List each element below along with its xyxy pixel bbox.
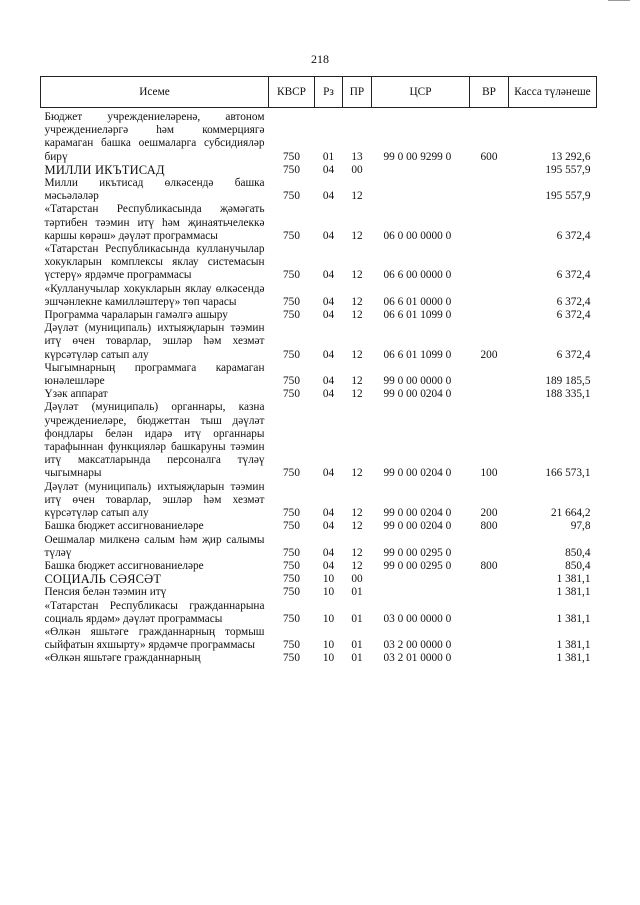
row-rz: 10 bbox=[322, 612, 335, 625]
scan-mark bbox=[608, 0, 630, 5]
row-csr: 99 0 00 0204 0 bbox=[383, 467, 452, 480]
row-pr: 12 bbox=[351, 269, 363, 282]
row-amount: 1 381,1 bbox=[556, 586, 591, 599]
row-pr: 01 bbox=[351, 586, 363, 599]
row-name: Дәүләт (муниципаль) ихтыяҗларын тәэмин итү өчен товарлар, эшләр һәм хезмәт күрсәтүләр сатып алу bbox=[44, 322, 265, 361]
row-vr: 800 bbox=[480, 520, 498, 533]
row-rz: 04 bbox=[322, 388, 335, 401]
row-vr: 800 bbox=[480, 559, 498, 572]
row-amount: 13 292,6 bbox=[550, 150, 591, 163]
row-rz: 04 bbox=[322, 546, 335, 559]
row-kvsr: 750 bbox=[283, 269, 300, 282]
row-name: Дәүләт (муниципаль) ихтыяҗларын тәэмин итү өчен товарлар, эшләр һәм хезмәт күрсәтүләр сатып алу bbox=[44, 480, 265, 520]
row-csr: 99 0 00 9299 0 bbox=[383, 150, 452, 163]
row-rz: 04 bbox=[322, 507, 335, 520]
row-kvsr: 750 bbox=[283, 652, 300, 665]
row-amount: 850,4 bbox=[565, 559, 591, 572]
row-csr: 03 2 01 0000 0 bbox=[383, 652, 452, 665]
row-kvsr: 750 bbox=[283, 309, 300, 322]
row-name: Башка бюджет ассигнованиеләре bbox=[44, 559, 204, 572]
row-kvsr: 750 bbox=[283, 612, 300, 625]
row-csr: 06 6 01 0000 0 bbox=[383, 295, 452, 308]
row-rz: 10 bbox=[322, 586, 335, 599]
row-name: Үзәк аппарат bbox=[44, 388, 108, 401]
row-vr: 200 bbox=[480, 348, 498, 361]
table-row bbox=[41, 600, 597, 626]
table-row bbox=[41, 586, 597, 599]
row-pr: 13 bbox=[351, 150, 363, 163]
row-amount: 6 372,4 bbox=[556, 309, 591, 322]
row-amount: 1 381,1 bbox=[556, 639, 591, 652]
row-csr bbox=[372, 177, 470, 203]
row-rz: 04 bbox=[322, 520, 335, 533]
row-kvsr: 750 bbox=[283, 507, 300, 520]
row-csr: 06 6 01 1099 0 bbox=[383, 348, 452, 361]
row-pr: 12 bbox=[351, 190, 363, 203]
row-kvsr: 750 bbox=[283, 375, 300, 388]
row-kvsr: 750 bbox=[283, 388, 300, 401]
row-rz: 04 bbox=[322, 559, 335, 572]
row-name: МИЛЛИ ИКЪТИСАД bbox=[44, 162, 165, 177]
header-kvsr: КВСР bbox=[269, 77, 315, 108]
header-csr: ЦСР bbox=[372, 77, 470, 108]
row-amount: 188 335,1 bbox=[545, 388, 591, 401]
row-rz: 01 bbox=[322, 150, 335, 163]
row-kvsr: 750 bbox=[283, 573, 300, 586]
header-rz: Рз bbox=[315, 77, 343, 108]
table-row bbox=[41, 481, 597, 521]
table-row bbox=[41, 309, 597, 322]
row-csr: 99 0 00 0204 0 bbox=[383, 388, 452, 401]
row-name: «Татарстан Республикасында җәмәгать тәртибен тәэмин итү һәм җинаятьчелеккә каршы көрәш» дәүләт программасы bbox=[44, 203, 265, 242]
table-row bbox=[41, 108, 597, 164]
row-vr bbox=[470, 388, 509, 401]
row-csr: 06 6 01 1099 0 bbox=[383, 309, 452, 322]
row-pr: 01 bbox=[351, 612, 363, 625]
row-vr bbox=[470, 573, 509, 586]
row-amount: 6 372,4 bbox=[556, 269, 591, 282]
row-amount: 195 557,9 bbox=[545, 190, 591, 203]
row-name: Бюджет учреждениеләренә, автоном учреждениеләргә һәм коммерциягә карамаган башка оешмаларга субсидияләр бирү bbox=[44, 111, 265, 163]
row-amount: 1 381,1 bbox=[556, 652, 591, 665]
table-row bbox=[41, 243, 597, 283]
row-vr bbox=[470, 626, 509, 652]
row-csr bbox=[372, 573, 470, 586]
row-kvsr: 750 bbox=[283, 467, 300, 480]
table-row bbox=[41, 401, 597, 480]
row-amount: 6 372,4 bbox=[556, 295, 591, 308]
row-pr: 12 bbox=[351, 507, 363, 520]
row-name: «Кулланучылар хокукларын яклау өлкәсендә эшчәнлекне камилләштерү» төп чарасы bbox=[44, 282, 265, 308]
section-row bbox=[41, 573, 597, 586]
row-pr: 12 bbox=[351, 309, 363, 322]
row-amount: 6 372,4 bbox=[556, 229, 591, 242]
row-name: Пенсия белән тәэмин итү bbox=[44, 586, 167, 599]
row-amount: 1 381,1 bbox=[556, 573, 591, 586]
row-kvsr: 750 bbox=[283, 559, 300, 572]
row-amount: 189 185,5 bbox=[545, 375, 591, 388]
header-pr: ПР bbox=[343, 77, 372, 108]
page-number: 218 bbox=[311, 52, 329, 66]
row-csr: 06 6 00 0000 0 bbox=[383, 269, 452, 282]
row-csr: 99 0 00 0204 0 bbox=[383, 507, 452, 520]
row-csr bbox=[372, 586, 470, 599]
row-pr: 12 bbox=[351, 295, 363, 308]
row-rz: 10 bbox=[322, 573, 335, 586]
row-name: «Татарстан Республикасында кулланучылар хокукларын комплексы яклау системасын үстерү» ярдәмче программасы bbox=[44, 243, 265, 282]
row-name: Программа чараларын гамәлгә ашыру bbox=[44, 309, 228, 322]
table-row bbox=[41, 203, 597, 243]
table-row bbox=[41, 534, 597, 560]
row-pr: 12 bbox=[351, 467, 363, 480]
table-body bbox=[41, 108, 597, 666]
row-csr: 99 0 00 0295 0 bbox=[383, 559, 452, 572]
table-header-row bbox=[41, 77, 597, 108]
row-kvsr: 750 bbox=[283, 295, 300, 308]
row-amount: 195 557,9 bbox=[545, 163, 591, 176]
row-name: «Өлкән яшьтәге гражданнарның bbox=[44, 652, 201, 665]
row-amount: 850,4 bbox=[565, 546, 591, 559]
header-name: Исеме bbox=[41, 77, 269, 108]
row-vr bbox=[470, 283, 509, 309]
row-name: Чыгымнарның программага карамаган юнәлешләре bbox=[44, 361, 265, 388]
row-kvsr: 750 bbox=[283, 163, 300, 176]
row-csr: 99 0 00 0000 0 bbox=[383, 375, 452, 388]
row-rz: 04 bbox=[322, 309, 335, 322]
row-pr: 12 bbox=[351, 520, 363, 533]
row-rz: 04 bbox=[322, 163, 335, 176]
row-amount: 21 664,2 bbox=[550, 507, 591, 520]
row-vr bbox=[470, 362, 509, 388]
header-vr: ВР bbox=[470, 77, 509, 108]
row-rz: 04 bbox=[322, 375, 335, 388]
row-vr bbox=[470, 309, 509, 322]
row-name: СОЦИАЛЬ СӘЯСӘТ bbox=[44, 572, 162, 587]
table-row bbox=[41, 283, 597, 309]
row-name: Дәүләт (муниципаль) органнары, казна учреждениеләре, бюджеттан тыш дәүләт фондлары белән идарә итү органнары тарафыннан функцияләр башкаруны тәэмин итү максатларында персоналга түләү чыгымнары bbox=[44, 401, 265, 480]
row-kvsr: 750 bbox=[283, 348, 300, 361]
row-rz: 04 bbox=[322, 190, 335, 203]
row-pr: 12 bbox=[351, 546, 363, 559]
row-csr bbox=[372, 164, 470, 177]
row-vr: 600 bbox=[480, 150, 498, 163]
row-csr: 06 0 00 0000 0 bbox=[383, 229, 452, 242]
row-rz: 04 bbox=[322, 467, 335, 480]
row-amount: 97,8 bbox=[570, 520, 591, 533]
row-csr: 03 2 00 0000 0 bbox=[383, 639, 452, 652]
row-vr bbox=[470, 243, 509, 283]
row-pr: 01 bbox=[351, 652, 363, 665]
row-vr bbox=[470, 652, 509, 665]
row-pr: 12 bbox=[351, 375, 363, 388]
row-amount: 166 573,1 bbox=[545, 467, 591, 480]
row-name: Милли икътисад өлкәсендә башка мәсьәләләр bbox=[44, 177, 265, 203]
table-row bbox=[41, 322, 597, 362]
row-name: Башка бюджет ассигнованиеләре bbox=[44, 520, 204, 533]
row-name: «Татарстан Республикасы гражданнарына социаль ярдәм» дәүләт программасы bbox=[44, 599, 265, 625]
table-row bbox=[41, 388, 597, 401]
table-row bbox=[41, 626, 597, 652]
row-kvsr: 750 bbox=[283, 639, 300, 652]
row-csr: 99 0 00 0204 0 bbox=[383, 520, 452, 533]
row-csr: 03 0 00 0000 0 bbox=[383, 612, 452, 625]
row-pr: 00 bbox=[351, 573, 363, 586]
row-kvsr: 750 bbox=[283, 150, 300, 163]
row-pr: 12 bbox=[351, 388, 363, 401]
row-csr: 99 0 00 0295 0 bbox=[383, 546, 452, 559]
table-row bbox=[41, 520, 597, 533]
table-row bbox=[41, 177, 597, 203]
row-kvsr: 750 bbox=[283, 586, 300, 599]
row-vr bbox=[470, 534, 509, 560]
row-kvsr: 750 bbox=[283, 190, 300, 203]
row-vr bbox=[470, 164, 509, 177]
row-vr bbox=[470, 600, 509, 626]
row-pr: 12 bbox=[351, 348, 363, 361]
row-kvsr: 750 bbox=[283, 546, 300, 559]
section-row bbox=[41, 164, 597, 177]
row-kvsr: 750 bbox=[283, 229, 300, 242]
row-amount: 6 372,4 bbox=[556, 348, 591, 361]
row-vr bbox=[470, 203, 509, 243]
row-pr: 12 bbox=[351, 559, 363, 572]
row-amount: 1 381,1 bbox=[556, 612, 591, 625]
row-pr: 00 bbox=[351, 163, 363, 176]
row-vr bbox=[470, 177, 509, 203]
budget-table bbox=[40, 76, 597, 666]
row-rz: 10 bbox=[322, 639, 335, 652]
row-vr bbox=[470, 586, 509, 599]
row-rz: 04 bbox=[322, 269, 335, 282]
row-rz: 04 bbox=[322, 295, 335, 308]
row-rz: 10 bbox=[322, 652, 335, 665]
row-name: «Өлкән яшьтәге гражданнарның тормыш сыйфатын яхшырту» ярдәмче программасы bbox=[44, 625, 265, 652]
row-kvsr: 750 bbox=[283, 520, 300, 533]
row-vr: 100 bbox=[480, 467, 498, 480]
table-row bbox=[41, 652, 597, 665]
row-pr: 01 bbox=[351, 639, 363, 652]
header-amount: Касса түләнеше bbox=[509, 77, 597, 108]
table-row bbox=[41, 362, 597, 388]
row-rz: 04 bbox=[322, 229, 335, 242]
row-rz: 04 bbox=[322, 348, 335, 361]
row-pr: 12 bbox=[351, 229, 363, 242]
row-name: Оешмалар милкенә салым һәм җир салымы түләү bbox=[44, 533, 265, 559]
row-vr: 200 bbox=[480, 507, 498, 520]
